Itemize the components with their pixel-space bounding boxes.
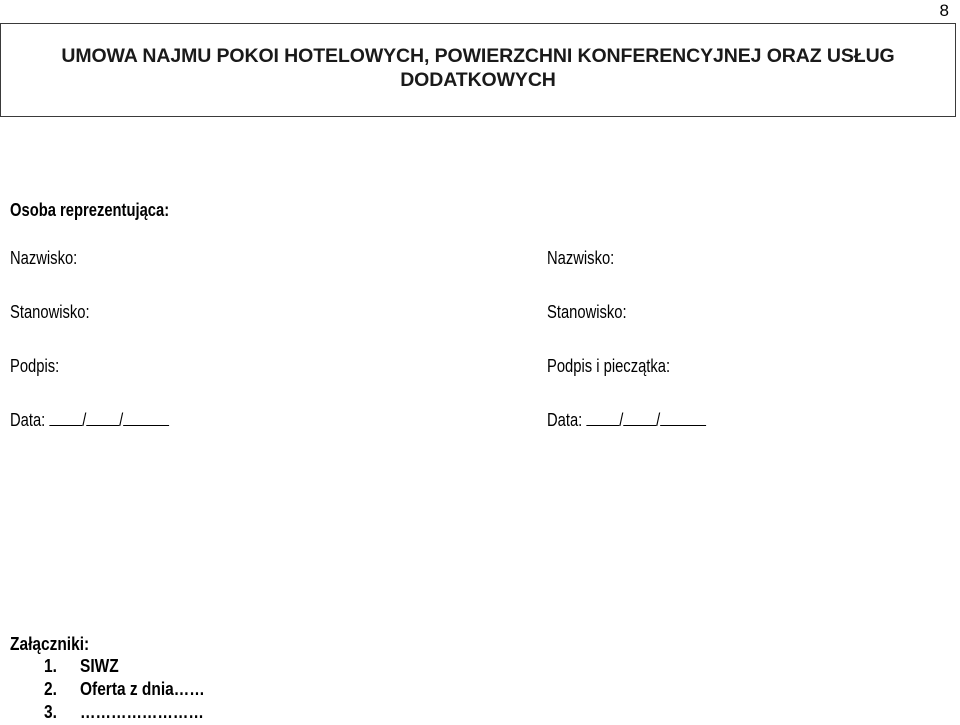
right-position-label: Stanowisko:: [547, 302, 627, 322]
right-date-day-blank: [586, 411, 619, 426]
attachments-list: [0, 656, 400, 725]
left-signature-label: Podpis:: [10, 356, 60, 376]
left-date-label: Data:: [10, 410, 46, 430]
left-position-label: Stanowisko:: [10, 302, 90, 322]
right-date-month-blank: [623, 411, 656, 426]
attachment-text: SIWZ: [80, 656, 119, 676]
right-date-separator-1: /: [619, 410, 624, 430]
attachments-heading: Załączniki:: [10, 634, 90, 654]
right-date-label: Data:: [547, 410, 583, 430]
right-signature-label: Podpis i pieczątka:: [547, 356, 671, 376]
left-date-field: [10, 410, 169, 431]
attachment-number: 1.: [44, 656, 57, 676]
attachment-number: 2.: [44, 679, 57, 699]
left-date-separator-2: /: [119, 410, 124, 430]
attachment-text: ……………………: [80, 702, 204, 722]
document-title-line-1: UMOWA NAJMU POKOI HOTELOWYCH, POWIERZCHNI KONFERENCYJNEJ ORAZ USŁUG: [61, 45, 895, 67]
right-surname-label: Nazwisko:: [547, 248, 615, 268]
representative-heading: Osoba reprezentująca:: [10, 200, 170, 220]
attachment-number: 3.: [44, 702, 57, 722]
attachment-text: Oferta z dnia……: [80, 679, 205, 699]
right-date-year-blank: [660, 411, 706, 426]
right-date-separator-2: /: [656, 410, 661, 430]
list-item: [0, 679, 400, 702]
document-title-box: [0, 23, 956, 117]
document-title-line-2: DODATKOWYCH: [400, 69, 556, 91]
left-date-day-blank: [49, 411, 82, 426]
left-surname-label: Nazwisko:: [10, 248, 78, 268]
left-date-year-blank: [123, 411, 169, 426]
list-item: [0, 702, 400, 725]
list-item: [0, 656, 400, 679]
left-date-month-blank: [86, 411, 119, 426]
right-date-field: [547, 410, 706, 431]
left-date-separator-1: /: [82, 410, 87, 430]
page-number: 8: [939, 1, 949, 20]
